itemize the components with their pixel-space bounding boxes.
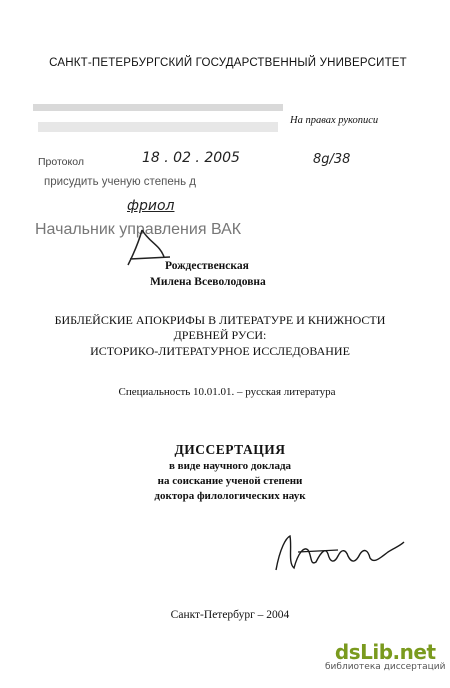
stamp-reg-number: 8g/38 <box>313 152 351 167</box>
city-year: Санкт-Петербург – 2004 <box>170 609 290 621</box>
stamp-faded-line <box>33 104 283 111</box>
author-surname: Рождественская <box>165 260 249 272</box>
dissertation-heading: ДИССЕРТАЦИЯ <box>174 442 286 457</box>
watermark <box>325 640 445 672</box>
stamp-signature: фриол <box>127 198 175 214</box>
stamp-faded-line <box>38 122 278 132</box>
stamp-date: 18 . 02 . 2005 <box>142 150 240 166</box>
dissertation-line-1: в виде научного доклада <box>168 460 292 472</box>
specialty: Специальность 10.01.01. – русская литература <box>118 386 336 398</box>
dissertation-line-3: доктора филологических наук <box>154 490 306 502</box>
stamp-head-text: Начальник управления ВАК <box>35 221 242 238</box>
author-signature <box>268 528 408 578</box>
author-name: Милена Всеволодовна <box>150 276 266 288</box>
dissertation-line-2: на соискание ученой степени <box>157 475 303 487</box>
title-line-2: ДРЕВНЕЙ РУСИ: <box>173 328 267 342</box>
stamp-protocol-label: Протокол <box>38 156 84 168</box>
stamp-award-text: присудить ученую степень д <box>44 176 196 188</box>
title-line-1: БИБЛЕЙСКИЕ АПОКРИФЫ В ЛИТЕРАТУРЕ И КНИЖНОСТИ <box>54 313 386 327</box>
watermark-subtitle: библиотека диссертаций <box>325 662 446 672</box>
title-line-3: ИСТОРИКО-ЛИТЕРАТУРНОЕ ИССЛЕДОВАНИЕ <box>90 344 350 358</box>
university-name: САНКТ-ПЕТЕРБУРГСКИЙ ГОСУДАРСТВЕННЫЙ УНИВЕРСИТЕТ <box>49 57 407 69</box>
manuscript-rights-note: На правах рукописи <box>290 115 379 126</box>
watermark-logo: dsLib.net <box>334 640 436 664</box>
